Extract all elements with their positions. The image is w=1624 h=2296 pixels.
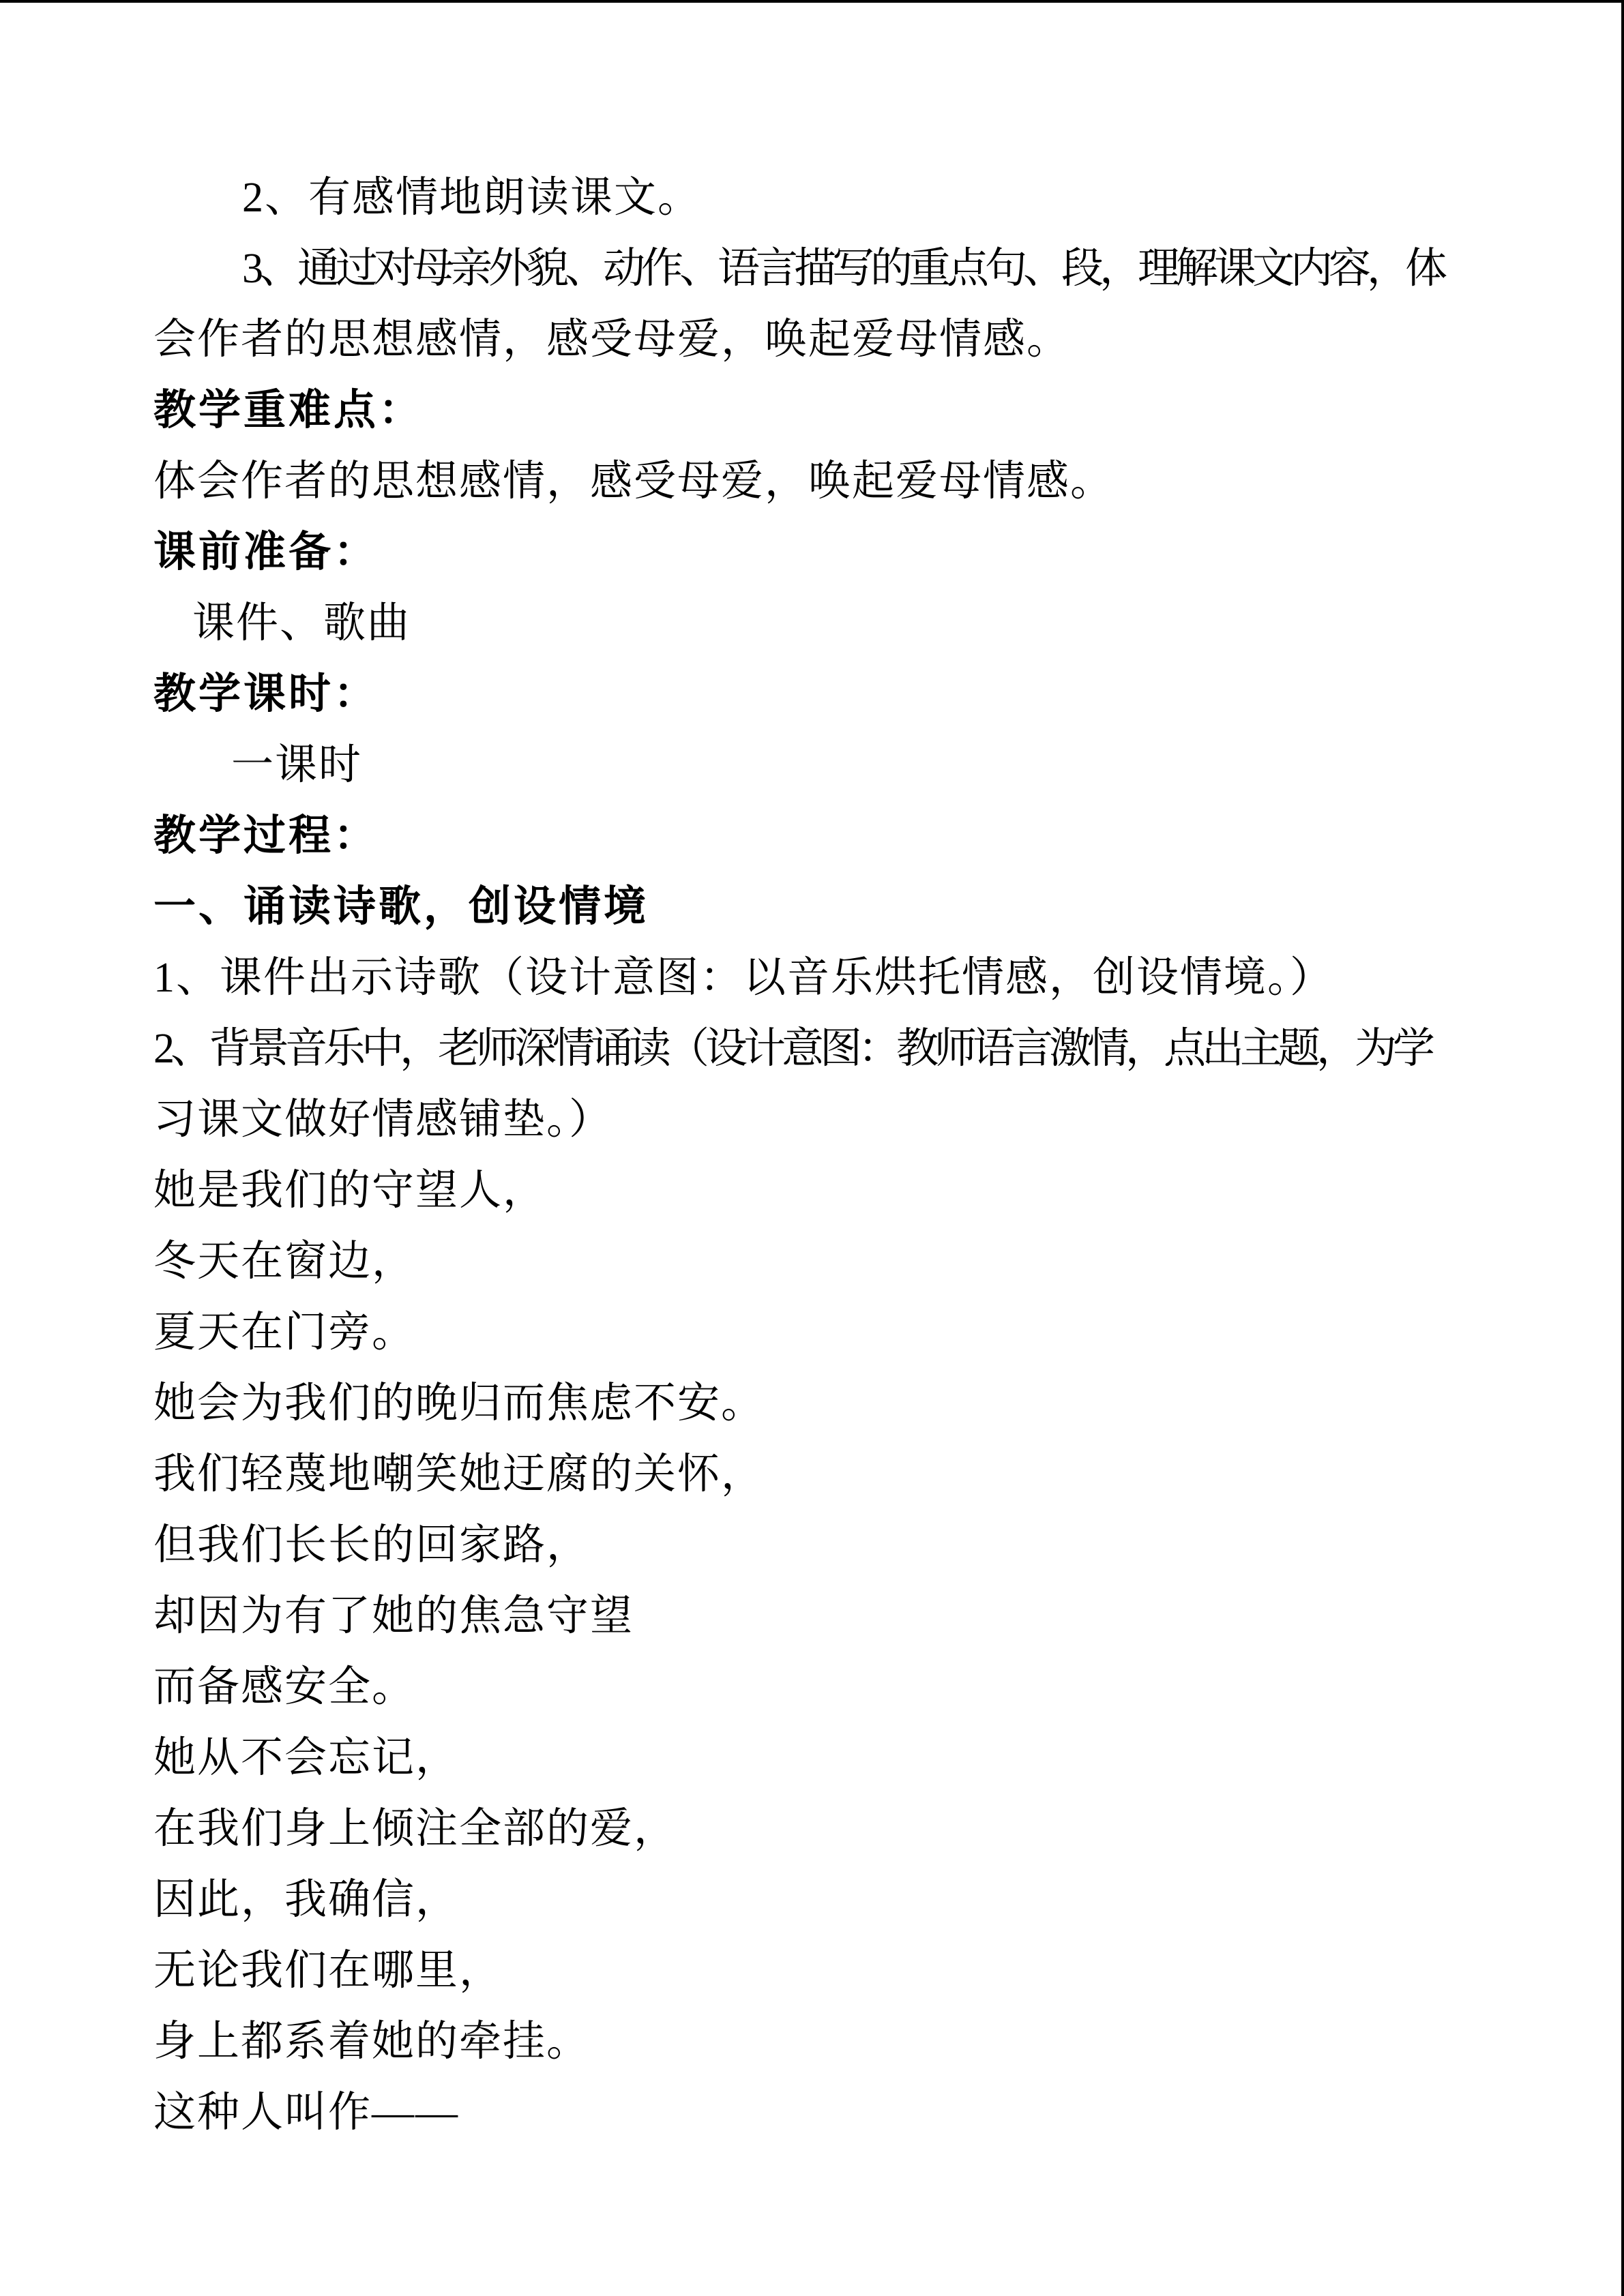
line-poem-line: 但我们长长的回家路， — [153, 1522, 591, 1568]
line-list-item: 2、有感情地朗读课文。 — [242, 175, 702, 221]
line-poem-line: 这种人叫作—— — [153, 2089, 460, 2136]
line-poem-line: 而备感安全。 — [153, 1664, 416, 1710]
line-heading: 教学课时： — [153, 670, 379, 717]
line-poem-line: 却因为有了她的焦急守望 — [153, 1593, 634, 1639]
line-body-line: 课件、歌曲 — [192, 600, 411, 646]
line-poem-line: 她是我们的守望人， — [153, 1167, 547, 1214]
line-poem-line: 无论我们在哪里， — [153, 1948, 503, 1994]
line-poem-line: 在我们身上倾注全部的爱， — [153, 1806, 678, 1852]
line-poem-line: 夏天在门旁。 — [153, 1309, 416, 1356]
line-list-item: 1、课件出示诗歌（设计意图：以音乐烘托情感，创设情境。） — [153, 955, 1334, 1001]
line-poem-line: 她从不会忘记， — [153, 1735, 460, 1781]
line-poem-line: 她会为我们的晚归而焦虑不安。 — [153, 1380, 765, 1427]
document-text-block — [153, 162, 1456, 2148]
line-poem-line: 冬天在窗边， — [153, 1238, 416, 1285]
page-top-border — [0, 0, 1624, 3]
line-poem-line: 我们轻蔑地嘲笑她迂腐的关怀， — [153, 1451, 765, 1497]
page-right-border — [1621, 0, 1624, 2296]
line-heading: 教学重难点： — [153, 387, 424, 434]
line-body-line: 会作者的思想感情，感受母爱，唤起爱母情感。 — [153, 316, 1071, 363]
line-body-line: 体会作者的思想感情，感受母爱，唤起爱母情感。 — [153, 458, 1114, 505]
line-list-item: 2、背景音乐中，老师深情诵读（设计意图：教师语言激情，点出主题，为学 — [153, 1026, 1432, 1072]
line-heading: 教学过程： — [153, 812, 379, 859]
line-list-item: 3、通过对母亲外貌、动作、语言描写的重点句、段，理解课文内容，体 — [242, 245, 1444, 292]
line-body-line: 习课文做好情感铺垫。） — [153, 1097, 613, 1143]
line-section-heading: 一、诵读诗歌，创设情境 — [153, 883, 649, 930]
line-body-line: 一课时 — [231, 742, 363, 788]
line-heading: 课前准备： — [153, 528, 379, 576]
line-poem-line: 身上都系着她的牵挂。 — [153, 2018, 591, 2065]
line-poem-line: 因此，我确信， — [153, 1877, 460, 1923]
